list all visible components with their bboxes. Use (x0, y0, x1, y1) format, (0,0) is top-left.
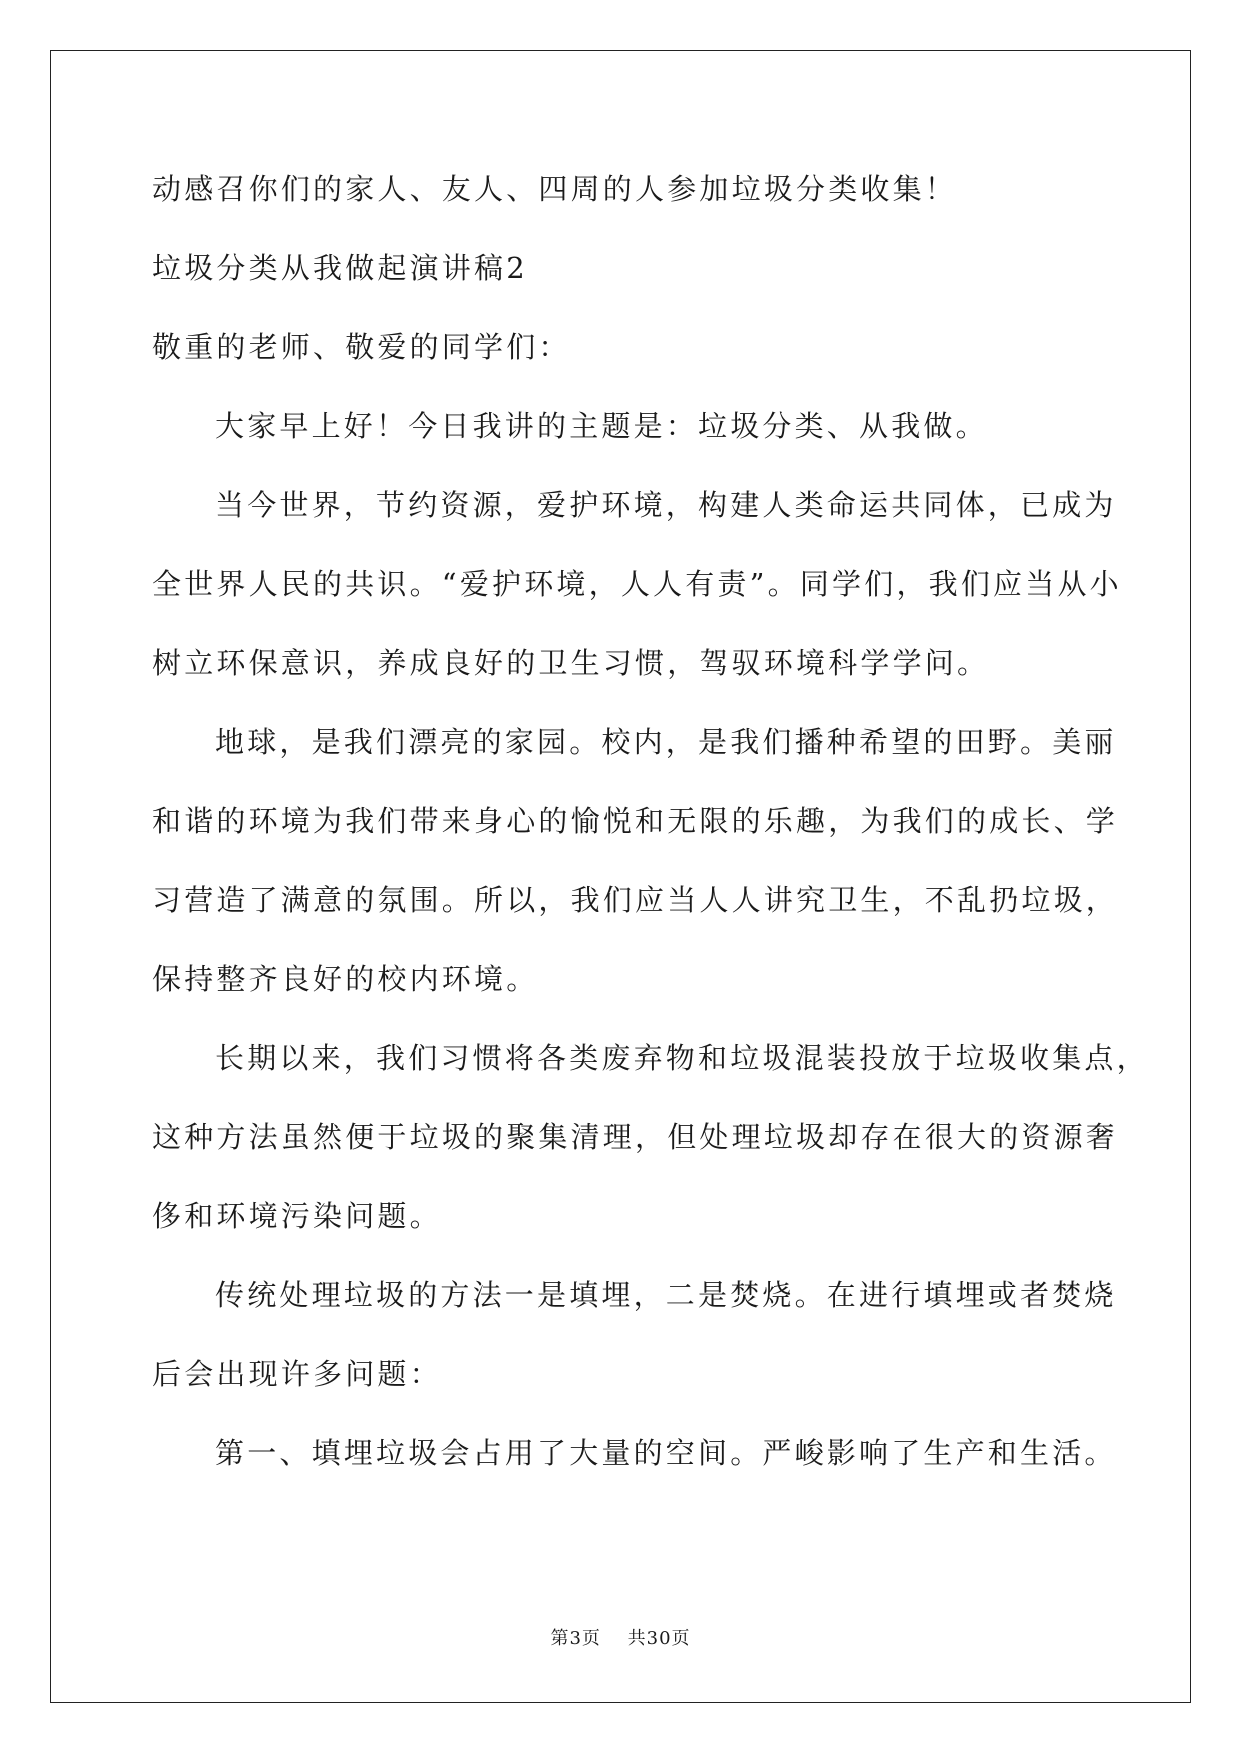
paragraph-line: 当今世界，节约资源，爱护环境，构建人类命运共同体，已成为 (215, 488, 1117, 522)
text-line: 动感召你们的家人、友人、四周的人参加垃圾分类收集！ (152, 172, 958, 206)
paragraph-line: 传统处理垃圾的方法一是填埋，二是焚烧。在进行填埋或者焚烧 (215, 1278, 1117, 1312)
document-body (152, 160, 1149, 1503)
paragraph-line: 侈和环境污染问题。 (152, 1199, 442, 1233)
paragraph-line: 大家早上好！今日我讲的主题是：垃圾分类、从我做。 (215, 409, 988, 443)
paragraph-line: 这种方法虽然便于垃圾的聚集清理，但处理垃圾却存在很大的资源奢 (152, 1120, 1119, 1154)
section-title: 垃圾分类从我做起演讲稿2 (152, 251, 528, 285)
paragraph-line: 地球，是我们漂亮的家园。校内，是我们播种希望的田野。美丽 (215, 725, 1117, 759)
paragraph-line: 后会出现许多问题： (152, 1357, 442, 1391)
paragraph-line: 和谐的环境为我们带来身心的愉悦和无限的乐趣，为我们的成长、学 (152, 804, 1119, 838)
paragraph-line: 树立环保意识，养成良好的卫生习惯，驾驭环境科学学问。 (152, 646, 990, 680)
paragraph-line: 长期以来，我们习惯将各类废弃物和垃圾混装投放于垃圾收集点， (215, 1041, 1149, 1075)
paragraph-line: 保持整齐良好的校内环境。 (152, 962, 539, 996)
page-total: 共30页 (627, 1628, 691, 1649)
paragraph-line: 全世界人民的共识。“爱护环境，人人有责”。同学们，我们应当从小 (152, 567, 1122, 601)
paragraph-line: 习营造了满意的氛围。所以，我们应当人人讲究卫生，不乱扔垃圾， (152, 883, 1119, 917)
page-number: 第3页 (550, 1628, 601, 1649)
paragraph-line: 第一、填埋垃圾会占用了大量的空间。严峻影响了生产和生活。 (215, 1436, 1117, 1470)
page-footer (0, 1624, 1241, 1650)
salutation: 敬重的老师、敬爱的同学们： (152, 330, 571, 364)
